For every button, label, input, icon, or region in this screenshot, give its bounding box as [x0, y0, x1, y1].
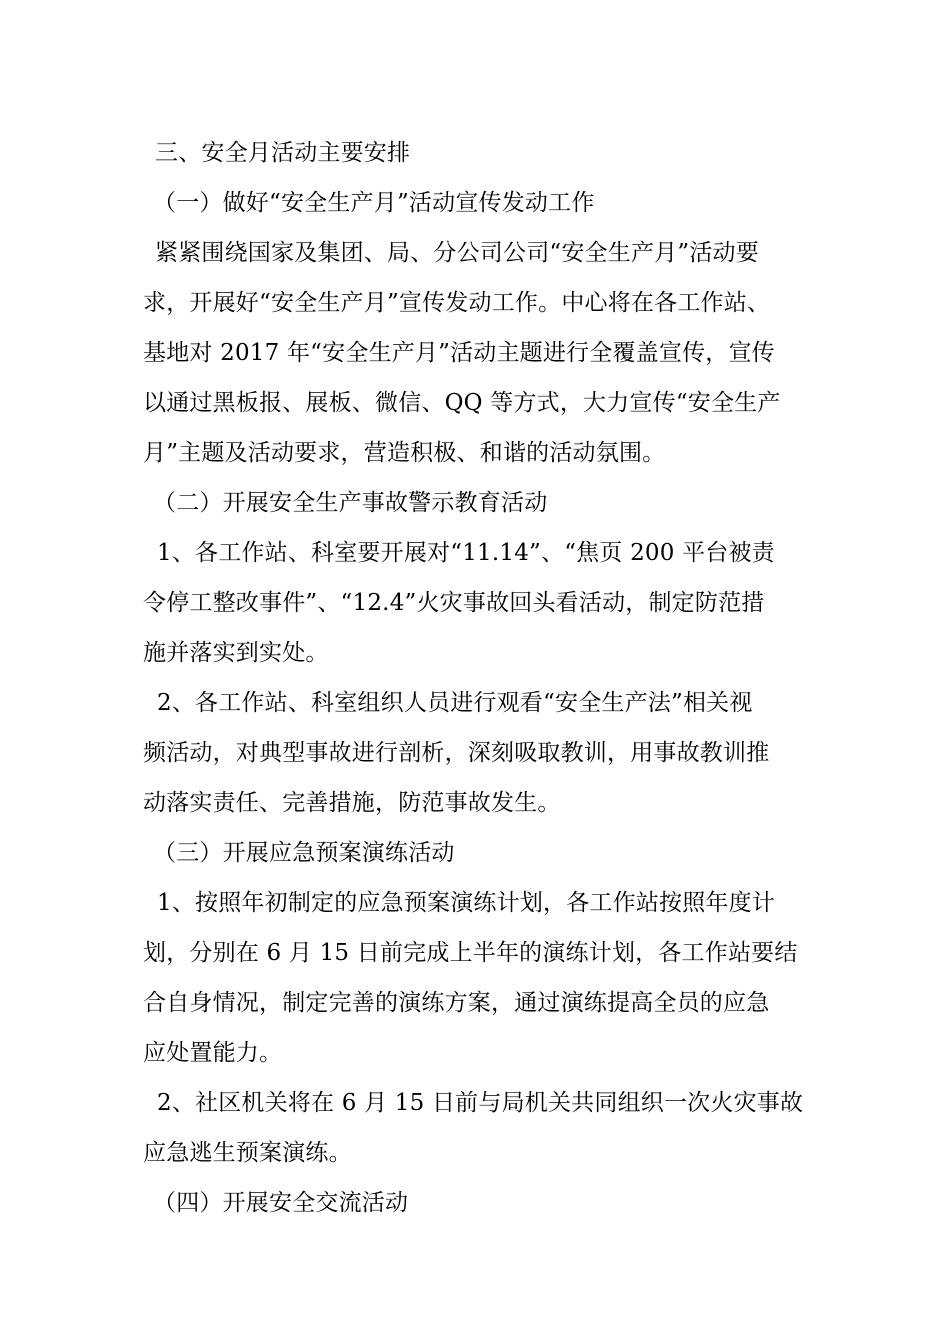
subsection-heading-1: （一）做好“安全生产月”活动宣传发动工作 — [153, 190, 595, 216]
section-heading: 三、安全月活动主要安排 — [155, 140, 411, 166]
paragraph-line: 紧紧围绕国家及集团、局、分公司公司“安全生产月”活动要 — [155, 240, 759, 266]
list-item-line: 令停工整改事件”、“12.4”火灾事故回头看活动，制定防范措 — [143, 590, 765, 616]
list-item-line: 动落实责任、完善措施，防范事故发生。 — [143, 790, 561, 816]
list-item-line: 施并落实到实处。 — [143, 640, 329, 666]
list-item-line: 应处置能力。 — [143, 1040, 283, 1066]
list-item-line: 1、按照年初制定的应急预案演练计划，各工作站按照年度计 — [157, 890, 776, 916]
paragraph-line: 基地对 2017 年“安全生产月”活动主题进行全覆盖宣传，宣传 — [143, 340, 775, 366]
subsection-heading-3: （三）开展应急预案演练活动 — [153, 840, 455, 866]
document-body — [143, 128, 843, 1228]
paragraph-line: 求，开展好“安全生产月”宣传发动工作。中心将在各工作站、 — [143, 290, 771, 316]
paragraph-line: 月”主题及活动要求，营造积极、和谐的活动氛围。 — [143, 440, 666, 466]
paragraph-line: 以通过黑板报、展板、微信、QQ 等方式，大力宣传“安全生产 — [143, 390, 781, 416]
subsection-heading-4: （四）开展安全交流活动 — [153, 1190, 409, 1216]
list-item-line: 划，分别在 6 月 15 日前完成上半年的演练计划，各工作站要结 — [143, 940, 798, 966]
list-item-line: 应急逃生预案演练。 — [143, 1140, 352, 1166]
list-item-line: 2、各工作站、科室组织人员进行观看“安全生产法”相关视 — [157, 690, 753, 716]
subsection-heading-2: （二）开展安全生产事故警示教育活动 — [153, 490, 548, 516]
list-item-line: 2、社区机关将在 6 月 15 日前与局机关共同组织一次火灾事故 — [157, 1090, 804, 1116]
list-item-line: 合自身情况，制定完善的演练方案，通过演练提高全员的应急 — [143, 990, 770, 1016]
list-item-line: 频活动，对典型事故进行剖析，深刻吸取教训，用事故教训推 — [143, 740, 770, 766]
list-item-line: 1、各工作站、科室要开展对“11.14”、“焦页 200 平台被责 — [157, 540, 775, 566]
